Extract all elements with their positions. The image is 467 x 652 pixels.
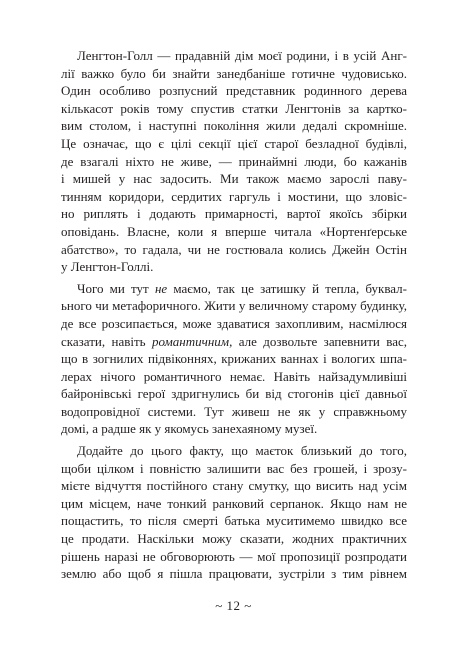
page-number: ~ 12 ~ <box>215 598 252 613</box>
text-line: де взагалі ніхто не живе, — принаймні люди, бо кажанів <box>61 153 407 169</box>
text-line: це продати. Наскільки можу сказати, жодних практичних <box>61 531 407 547</box>
text-line: і мишей у нас задосить. Ми також маємо зарослі паву- <box>61 171 407 187</box>
text-line: цим місцем, наче тонкий ранковий серпанок. Якщо нам не <box>61 495 407 511</box>
text-line: у Ленгтон-Голлі. <box>61 259 154 275</box>
text-line: оповідань. Власне, коли я вперше читала «Нортенґерське <box>61 223 407 239</box>
paragraph-2 <box>61 280 407 438</box>
text-line: ьного чи метафоричного. Жити у величному старому будинку, <box>61 298 407 314</box>
text-line: щоби цілком і повністю залишити вас без грошей, і зрозу- <box>61 460 407 476</box>
text-line: тинням коридори, сердитих гаргуль і мостини, що зловіс- <box>61 188 407 204</box>
text-line: абатство», то гадала, чи не гостювала колись Джейн Остін <box>61 241 407 257</box>
text-line: Ленгтон-Голл — прадавній дім моєї родини, і в усій Анг- <box>77 48 407 63</box>
text-line: Додайте до цього факту, що маєток близький до того, <box>77 443 407 459</box>
text-line: Один особливо розпусний представник родинного дерева <box>61 83 407 99</box>
text-line: мієте відчуття постійного стану смутку, що висить над усім <box>61 478 407 494</box>
text-line: сказати, навіть романтичним, але дозвольте запевнити вас, <box>61 333 407 349</box>
text-line: пощастить, то після смерті батька муситимемо швидко все <box>61 513 407 529</box>
text-line: но риплять і додають примарності, вартої якоїсь збірки <box>61 206 407 222</box>
text-line: Чого ми тут не маємо, так це затишку й тепла, буквал- <box>77 280 407 296</box>
text-line: землю або щоб я пішла працювати, зустріли з тим рівнем <box>61 566 407 582</box>
text-line: Це означає, що є цілі секції цієї старої безладної будівлі, <box>61 135 407 151</box>
text-line: де все розсипається, може здаватися захопливим, насмілюся <box>61 315 407 331</box>
text-line: водопровідної системи. Тут живеш не як у справжньому <box>61 403 407 419</box>
text-line: байронівські герої здригнулись би від стогонів цієї давньої <box>61 386 407 402</box>
text-line: лерах нічого романтичного немає. Навіть найзадумливіші <box>61 368 407 384</box>
text-line: кількасот років тому спустив статки Ленгтонів за картко- <box>61 100 407 116</box>
paragraph-1 <box>61 47 407 276</box>
text-line: лії важко було би знайти занедбаніше готичне чудовисько. <box>61 65 407 81</box>
page-body <box>61 47 407 583</box>
text-line: вим столом, і наступні покоління жили дедалі скромніше. <box>61 118 407 134</box>
text-line: що в зогнилих підвіконнях, крижаних ваннах і вологих шпа- <box>61 351 407 367</box>
text-line: домі, а радше як у якомусь занехаяному музеї. <box>61 421 318 437</box>
text-line: рішень наразі не обговорюють — мої пропозиції розпродати <box>61 548 407 564</box>
paragraph-3 <box>61 442 407 583</box>
